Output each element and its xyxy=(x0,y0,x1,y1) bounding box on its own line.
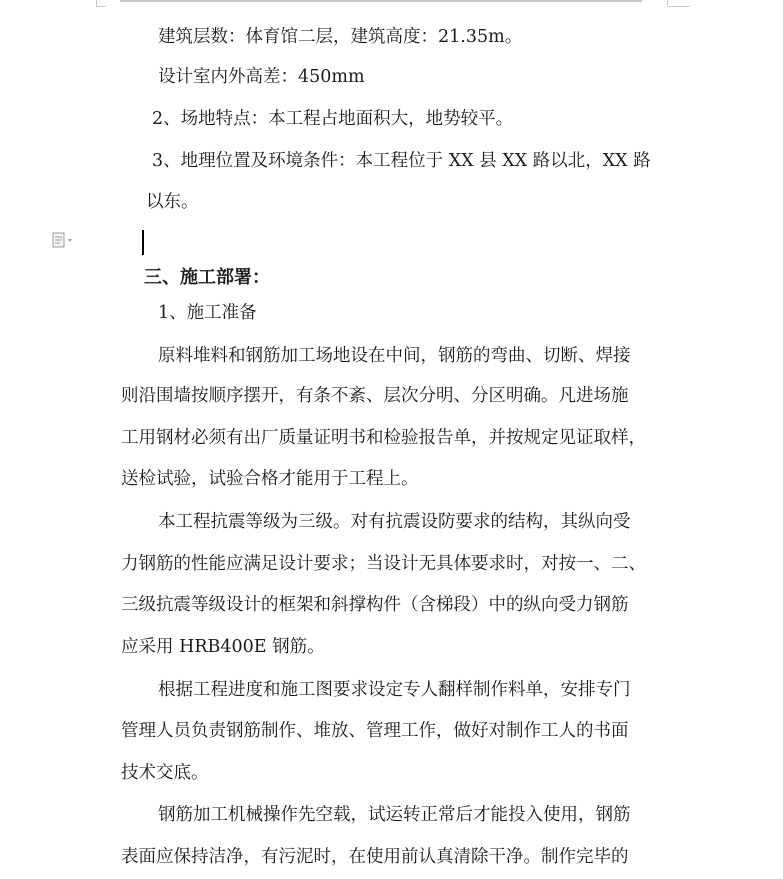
text-line: 工用钢材必须有出厂质量证明书和检验报告单，并按规定见证取样， xyxy=(121,428,646,448)
text-cursor xyxy=(142,230,144,255)
text-line: 送检试验，试验合格才能用于工程上。 xyxy=(121,469,419,489)
margin-corner-right-h xyxy=(668,6,690,7)
text-line: 技术交底。 xyxy=(121,763,209,783)
text-line: 本工程抗震等级为三级。对有抗震设防要求的结构，其纵向受 xyxy=(158,512,631,532)
text-line: 力钢筋的性能应满足设计要求；当设计无具体要求时，对按一、二、 xyxy=(121,554,646,574)
text-line: 应采用 HRB400E 钢筋。 xyxy=(121,637,325,657)
text-line: 则沿围墙按顺序摆开，有条不紊、层次分明、分区明确。凡进场施 xyxy=(121,386,629,406)
text-line: 2、场地特点：本工程占地面积大，地势较平。 xyxy=(152,109,514,129)
section-heading: 三、施工部署： xyxy=(144,267,270,288)
page-top-rule xyxy=(120,0,642,2)
text-line: 原料堆料和钢筋加工场地设在中间，钢筋的弯曲、切断、焊接 xyxy=(158,346,631,366)
text-line: 表面应保持洁净，有污泥时，在使用前认真清除干净。制作完毕的 xyxy=(121,847,629,867)
paragraph-options-icon[interactable] xyxy=(52,232,74,248)
text-line: 设计室内外高差：450mm xyxy=(158,67,365,87)
text-line: 以东。 xyxy=(146,192,199,212)
text-line: 3、地理位置及环境条件：本工程位于 XX 县 XX 路以北，XX 路 xyxy=(152,151,651,171)
margin-corner-left-h xyxy=(96,6,106,7)
text-line: 三级抗震等级设计的框架和斜撑构件（含梯段）中的纵向受力钢筋 xyxy=(121,595,629,615)
text-line: 管理人员负责钢筋制作、堆放、管理工作，做好对制作工人的书面 xyxy=(121,721,629,741)
subheading: 1、施工准备 xyxy=(158,303,257,323)
text-line: 钢筋加工机械操作先空载，试运转正常后才能投入使用，钢筋 xyxy=(158,805,631,825)
text-line: 根据工程进度和施工图要求设定专人翻样制作料单，安排专门 xyxy=(158,680,631,700)
text-line: 建筑层数：体育馆二层，建筑高度：21.35m。 xyxy=(158,27,523,47)
